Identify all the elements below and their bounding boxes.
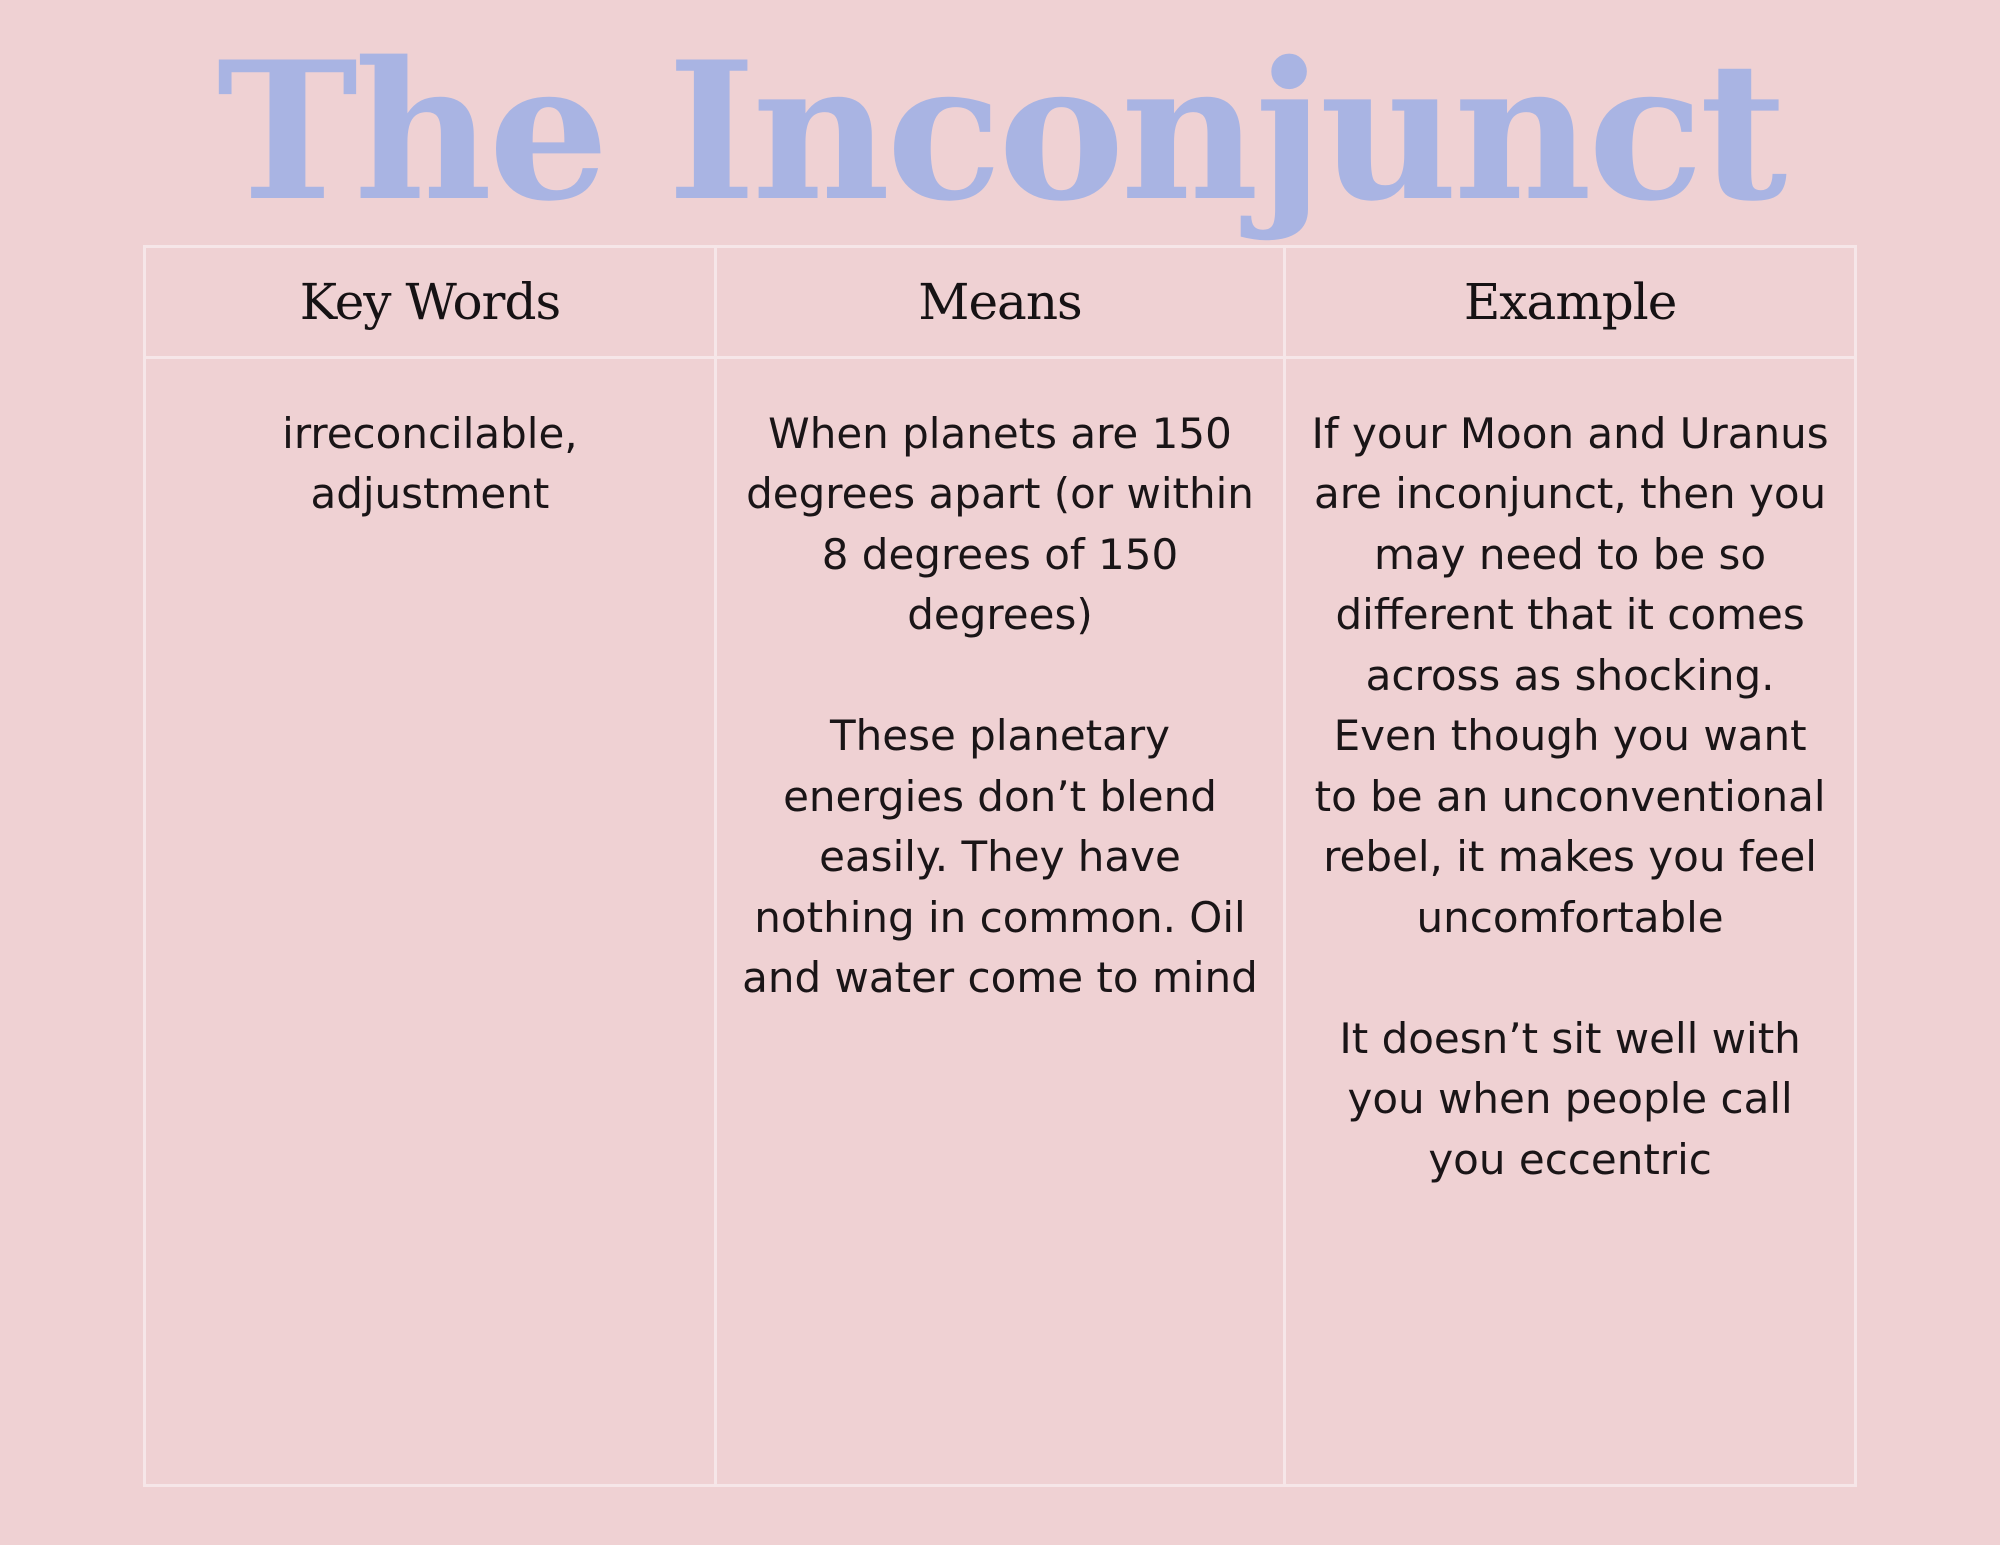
table-row <box>146 357 1854 1484</box>
page-title: The Inconjunct <box>216 20 1784 243</box>
means-cell: When planets are 150 degrees apart (or within 8 degrees of 150 degrees) These planetary energies don’t blend easily. They have nothing in common. Oil and water come to mind <box>715 357 1284 1484</box>
header-key-words: Key Words <box>146 248 715 357</box>
header-means: Means <box>715 248 1284 357</box>
example-cell: If your Moon and Uranus are inconjunct, then you may need to be so different that it comes across as shocking. Even though you want to be an unconventional rebel, it makes you feel uncomfortable It doesn’t sit well with you when people call you eccentric <box>1285 357 1854 1484</box>
aspect-table-grid <box>146 248 1854 1484</box>
table-header-row <box>146 248 1854 357</box>
key-words-cell: irreconcilable, adjustment <box>146 357 715 1484</box>
aspect-table <box>143 245 1857 1487</box>
header-example: Example <box>1285 248 1854 357</box>
